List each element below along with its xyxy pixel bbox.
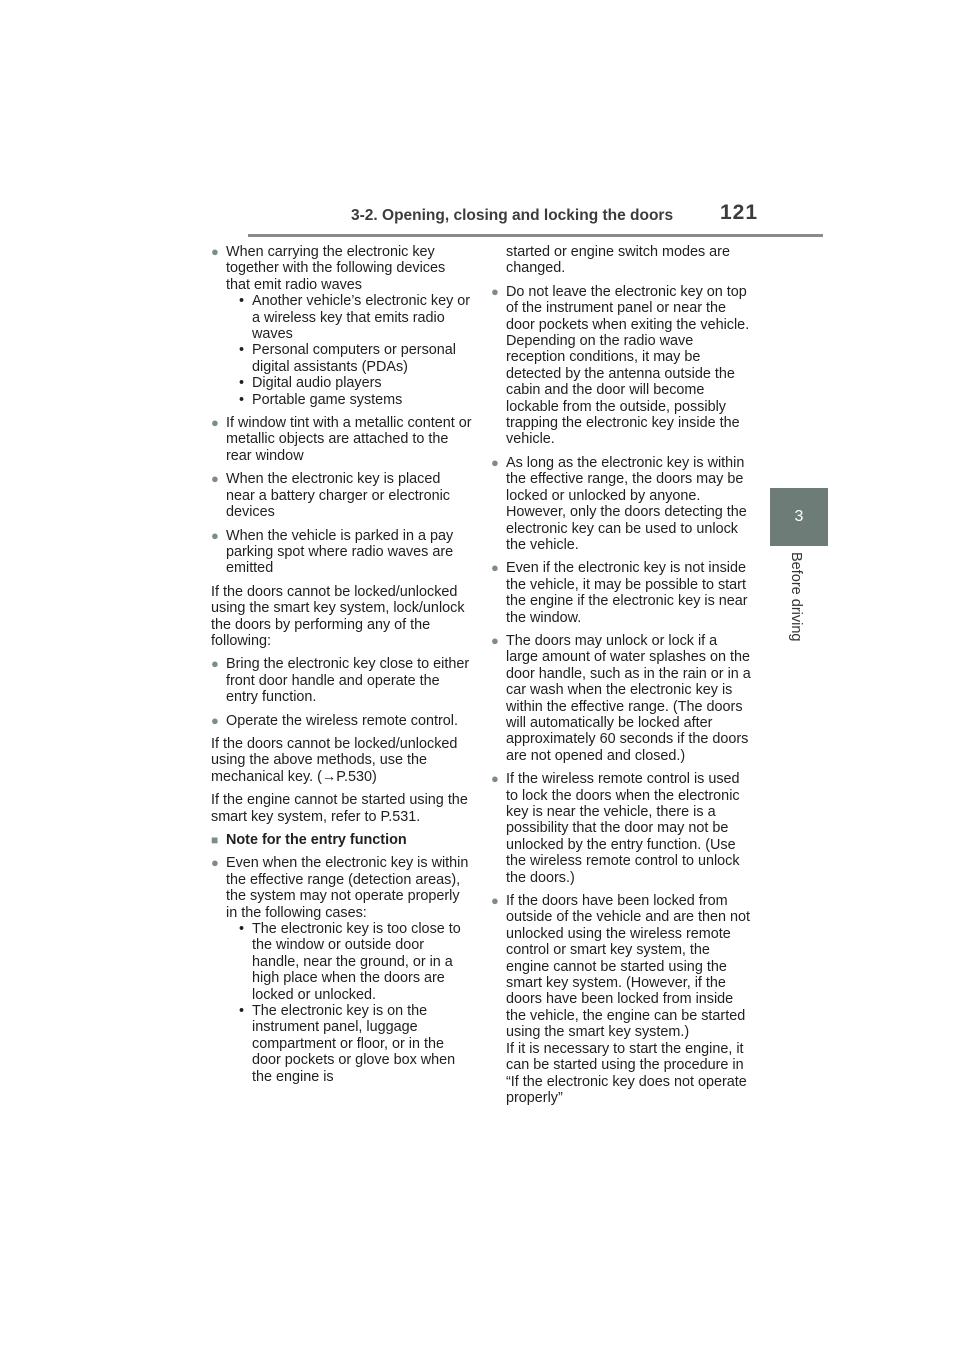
bullet-circle-icon: ● xyxy=(211,415,219,431)
page-header xyxy=(347,201,767,231)
sub-bullet-dot-icon: • xyxy=(239,375,245,392)
paragraph: If the doors cannot be locked/unlocked using the smart key system, lock/unlock the doors by performing any of the following: xyxy=(211,583,465,649)
bullet-circle-icon: ● xyxy=(211,712,219,728)
sub-bullet-dot-icon: • xyxy=(239,1003,245,1020)
sub-bullet-text: Another vehicle’s electronic key or a wireless key that emits radio waves xyxy=(252,293,471,343)
bullet-circle-icon: ● xyxy=(491,283,499,299)
page-number: 121 xyxy=(720,201,759,224)
bullet-item xyxy=(211,528,473,577)
bullet-circle-icon: ● xyxy=(491,560,499,576)
chapter-label: Before driving xyxy=(788,552,804,642)
sub-bullet-dot-icon: • xyxy=(239,293,245,310)
sub-bullet-text: Portable game systems xyxy=(252,391,403,408)
right-column xyxy=(491,244,753,1113)
bullet-text: Even if the electronic key is not inside the vehicle, it may be possible to start the engine if the electronic key is near the window. xyxy=(506,560,748,626)
bullet-circle-icon: ● xyxy=(491,893,499,909)
paragraph: If the doors cannot be locked/unlocked using the above methods, use the mechanical key. (→P.530) xyxy=(211,735,458,785)
bullet-item xyxy=(491,893,753,1106)
square-bullet-icon: ■ xyxy=(211,833,219,847)
bullet-item xyxy=(211,855,473,1085)
chapter-number: 3 xyxy=(794,508,804,525)
bullet-text: If the wireless remote control is used to lock the doors when the electronic key is near the vehicle, there is a possibility that the door may not be unlocked by the entry function. (Use the wireless remote control to unlock the doors.) xyxy=(506,771,740,886)
sub-bullet-text: Personal computers or personal digital assistants (PDAs) xyxy=(252,342,456,375)
bullet-item xyxy=(491,633,753,764)
bullet-text: When the vehicle is parked in a pay parking spot where radio waves are emitted xyxy=(226,527,454,577)
section-title: 3-2. Opening, closing and locking the doors xyxy=(351,207,674,224)
paragraph: If the engine cannot be started using the smart key system, refer to P.531. xyxy=(211,792,468,825)
sub-bullet xyxy=(226,921,473,1003)
bullet-item xyxy=(491,771,753,886)
sub-bullet xyxy=(226,392,473,408)
sub-bullet-dot-icon: • xyxy=(239,391,245,408)
continued-text: started or engine switch modes are changed. xyxy=(506,244,730,277)
bullet-continuation: If it is necessary to start the engine, it can be started using the procedure in “If the electronic key does not operate properly” xyxy=(506,1040,747,1106)
bullet-text: Do not leave the electronic key on top of the instrument panel or near the door pockets when exiting the vehicle. Depending on the radio wave reception conditions, it may be detected by the antenna outside the cabin and the door will become lockable from the outside, possibly trapping the electronic key inside the vehicle. xyxy=(506,283,750,448)
sub-bullet-text: Digital audio players xyxy=(252,375,382,392)
bullet-item xyxy=(491,560,753,626)
bullet-text: Operate the wireless remote control. xyxy=(226,712,458,729)
sub-bullet xyxy=(226,342,473,375)
chapter-tab xyxy=(770,488,828,546)
sub-bullet xyxy=(226,1003,473,1085)
bullet-text: When the electronic key is placed near a battery charger or electronic devices xyxy=(226,471,450,521)
sub-bullet-dot-icon: • xyxy=(239,342,245,359)
header-rule xyxy=(248,234,823,237)
bullet-circle-icon: ● xyxy=(491,771,499,787)
bullet-circle-icon: ● xyxy=(491,454,499,470)
bullet-item xyxy=(211,656,473,705)
bullet-item xyxy=(491,284,753,448)
bullet-circle-icon: ● xyxy=(211,244,219,259)
bullet-circle-icon: ● xyxy=(211,527,219,543)
bullet-text: Even when the electronic key is within the effective range (detection areas), the system may not operate properly in the following cases: xyxy=(226,855,469,921)
bullet-item xyxy=(211,415,473,464)
bullet-text: If the doors have been locked from outside of the vehicle and are then not unlocked using the wireless remote control or smart key system, the engine cannot be started using the smart key system. (However, if the doors have been locked from inside the vehicle, the engine can be started using the smart key system.) xyxy=(506,893,751,1041)
left-column xyxy=(211,244,473,1092)
sub-bullet xyxy=(226,375,473,391)
bullet-item xyxy=(491,455,753,553)
bullet-text: As long as the electronic key is within the effective range, the doors may be locked or unlocked by anyone. However, only the doors detecting the electronic key can be used to unlock the vehicle. xyxy=(506,454,747,553)
bullet-text: If window tint with a metallic content or metallic objects are attached to the rear window xyxy=(226,415,472,464)
bullet-text: The doors may unlock or lock if a large amount of water splashes on the door handle, such as in the rain or in a car wash when the electronic key is within the effective range. (The doors will automatically be locked after approximately 60 seconds if the doors are not opened and closed.) xyxy=(506,632,751,764)
bullet-text: Bring the electronic key close to either front door handle and operate the entry function. xyxy=(226,656,470,706)
subsection-heading xyxy=(211,832,473,848)
sub-bullet-dot-icon: • xyxy=(239,921,245,938)
bullet-circle-icon: ● xyxy=(491,632,499,648)
bullet-item xyxy=(211,244,473,408)
bullet-circle-icon: ● xyxy=(211,656,219,672)
subsection-heading-text: Note for the entry function xyxy=(226,832,407,848)
sub-bullet-text: The electronic key is too close to the window or outside door handle, near the ground, or in a high place when the doors are locked or unlocked. xyxy=(252,921,461,1003)
bullet-circle-icon: ● xyxy=(211,471,219,487)
bullet-circle-icon: ● xyxy=(211,855,219,871)
bullet-text: When carrying the electronic key together with the following devices that emit radio waves xyxy=(226,244,446,293)
bullet-item xyxy=(211,471,473,520)
sub-bullet-text: The electronic key is on the instrument panel, luggage compartment or floor, or in the door pockets or glove box when the engine is xyxy=(252,1003,456,1085)
bullet-item xyxy=(211,713,473,729)
sub-bullet xyxy=(226,293,473,342)
